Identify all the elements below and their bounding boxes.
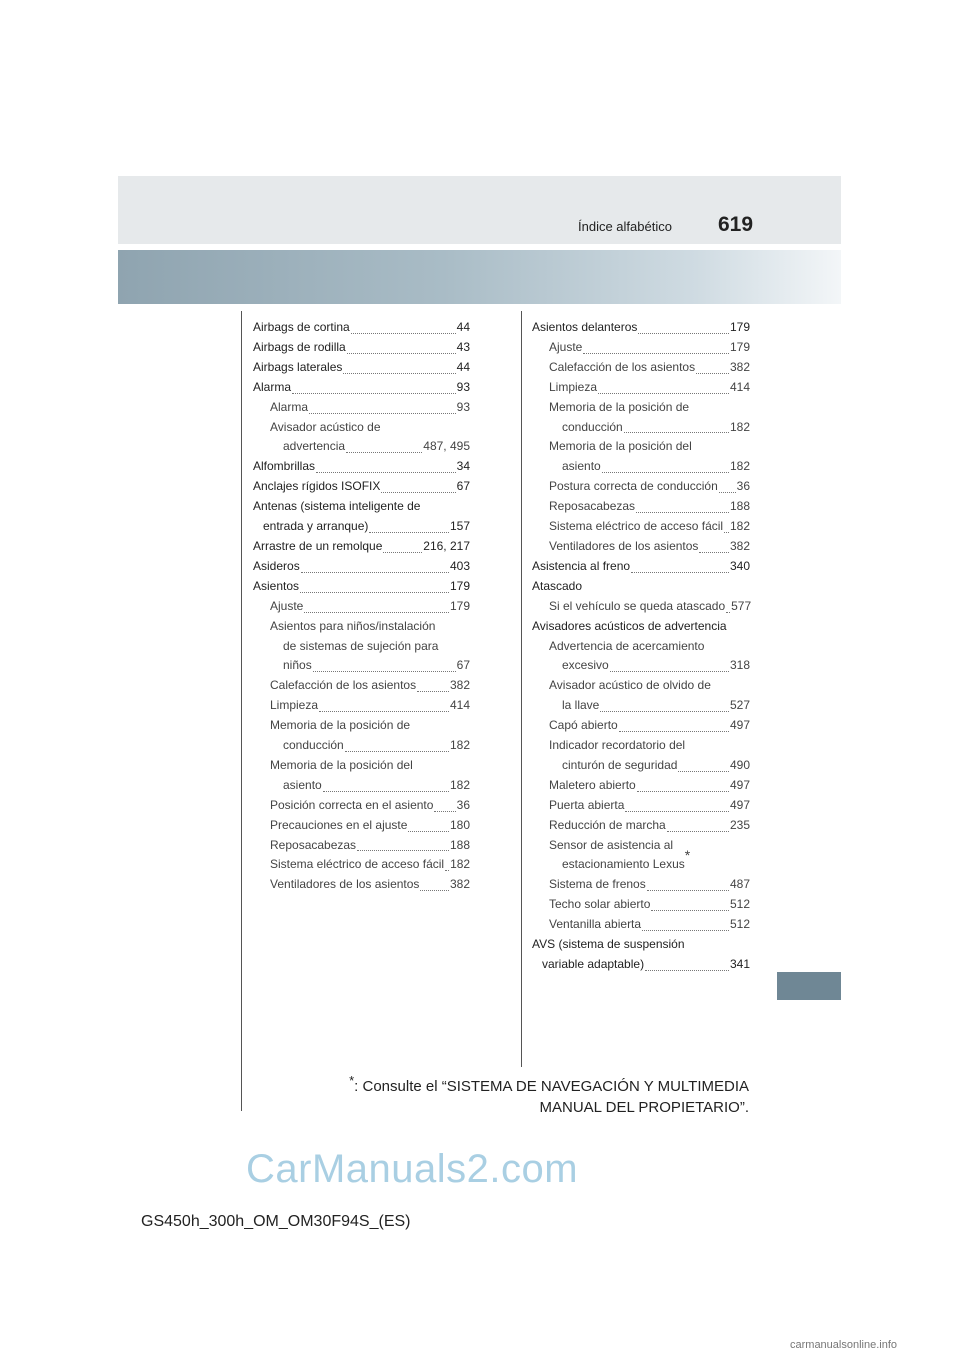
entry-text: niños bbox=[283, 658, 312, 673]
entry-page: 182 bbox=[729, 459, 750, 474]
entry-text: Memoria de la posición del bbox=[549, 439, 692, 454]
footnote bbox=[300, 1070, 749, 1118]
footnote-line-2: MANUAL DEL PROPIETARIO”. bbox=[539, 1099, 749, 1116]
site-credit: carmanualsonline.info bbox=[790, 1339, 898, 1351]
entry-page: 527 bbox=[729, 698, 750, 713]
entry-text: conducción bbox=[562, 419, 623, 434]
entry-page: 36 bbox=[456, 797, 470, 812]
footnote-star: * bbox=[684, 847, 691, 864]
leader-dots bbox=[600, 692, 729, 712]
leader-dots bbox=[624, 414, 729, 434]
entry-text: Asientos para niños/instalación bbox=[270, 618, 436, 633]
entry-text: Avisador acústico de bbox=[270, 419, 381, 434]
entry-text: Limpieza bbox=[549, 379, 598, 394]
leader-dots bbox=[408, 812, 449, 832]
leader-dots bbox=[667, 812, 729, 832]
entry-text: Sensor de asistencia al bbox=[549, 837, 674, 852]
index-column-right bbox=[532, 318, 750, 975]
entry-text: Reposacabezas bbox=[270, 837, 357, 852]
index-entry bbox=[253, 875, 470, 895]
index-column-left bbox=[253, 318, 470, 895]
entry-text: Arrastre de un remolque bbox=[253, 538, 383, 553]
entry-page: 487, 495 bbox=[423, 439, 470, 454]
index-entry bbox=[253, 517, 470, 537]
leader-dots bbox=[724, 513, 729, 533]
leader-dots bbox=[602, 453, 729, 473]
index-entry bbox=[532, 816, 750, 836]
leader-dots bbox=[625, 792, 729, 812]
entry-text: Alarma bbox=[270, 399, 309, 414]
entry-text: conducción bbox=[283, 738, 344, 753]
entry-text: Avisador acústico de olvido de bbox=[549, 678, 711, 693]
entry-text: Alfombrillas bbox=[253, 459, 316, 474]
entry-page: 179 bbox=[449, 598, 470, 613]
entry-page: 340 bbox=[729, 558, 750, 573]
page-number: 619 bbox=[718, 213, 754, 236]
leader-dots bbox=[357, 832, 449, 852]
entry-text: estacionamiento Lexus bbox=[562, 857, 685, 872]
footnote-line-1: : Consulte el “SISTEMA DE NAVEGACIÓN Y MULTIMEDIA bbox=[354, 1078, 749, 1095]
leader-dots bbox=[445, 851, 449, 871]
entry-page: 512 bbox=[729, 917, 750, 932]
entry-page: 235 bbox=[729, 817, 750, 832]
footnote-marker: * bbox=[349, 1073, 355, 1088]
entry-text: de sistemas de sujeción para bbox=[283, 638, 439, 653]
leader-dots bbox=[583, 334, 729, 354]
entry-page: 179 bbox=[729, 339, 750, 354]
entry-text: AVS (sistema de suspensión bbox=[532, 937, 685, 952]
entry-page: 93 bbox=[456, 379, 470, 394]
entry-page: 382 bbox=[449, 877, 470, 892]
leader-dots bbox=[434, 792, 455, 812]
leader-dots bbox=[651, 891, 729, 911]
entry-page: 182 bbox=[449, 738, 470, 753]
leader-dots bbox=[346, 433, 422, 453]
entry-page: 180 bbox=[449, 817, 470, 832]
entry-text: Sistema eléctrico de acceso fácil bbox=[270, 857, 445, 872]
leader-dots bbox=[313, 652, 456, 672]
entry-text: Airbags laterales bbox=[253, 359, 343, 374]
entry-text: Memoria de la posición de bbox=[549, 399, 690, 414]
entry-text: Ventanilla abierta bbox=[549, 917, 642, 932]
entry-page: 188 bbox=[449, 837, 470, 852]
entry-text: Antenas (sistema inteligente de bbox=[253, 499, 421, 514]
entry-page: 341 bbox=[729, 957, 750, 971]
index-entry bbox=[253, 477, 470, 497]
section-tab-marker bbox=[777, 972, 841, 1000]
entry-text: Techo solar abierto bbox=[549, 897, 651, 912]
entry-text: asiento bbox=[562, 459, 601, 474]
leader-dots bbox=[699, 533, 729, 553]
entry-page: 497 bbox=[729, 718, 750, 733]
leader-dots bbox=[381, 473, 455, 493]
entry-text: Avisadores acústicos de advertencia bbox=[532, 618, 727, 633]
leader-dots bbox=[645, 951, 729, 971]
leader-dots bbox=[636, 493, 729, 513]
entry-page: 382 bbox=[449, 678, 470, 693]
leader-dots bbox=[638, 314, 729, 334]
entry-page: 182 bbox=[729, 419, 750, 434]
entry-page: 414 bbox=[449, 698, 470, 713]
index-entry bbox=[253, 617, 470, 637]
leader-dots bbox=[678, 752, 729, 772]
left-column-rule bbox=[241, 311, 242, 1111]
leader-dots bbox=[304, 593, 449, 613]
entry-page: 512 bbox=[729, 897, 750, 912]
entry-page: 44 bbox=[456, 359, 470, 374]
index-entry bbox=[253, 836, 470, 856]
entry-text: Postura correcta de conducción bbox=[549, 479, 718, 494]
leader-dots bbox=[642, 911, 729, 931]
leader-dots bbox=[647, 871, 729, 891]
leader-dots bbox=[343, 354, 455, 374]
index-entry bbox=[532, 557, 750, 577]
entry-page: 179 bbox=[449, 578, 470, 593]
entry-text: Airbags de cortina bbox=[253, 320, 350, 334]
entry-page: 44 bbox=[456, 320, 470, 334]
leader-dots bbox=[292, 374, 456, 394]
entry-text: Limpieza bbox=[270, 698, 319, 713]
entry-page: 179 bbox=[729, 320, 750, 334]
index-entry bbox=[532, 836, 750, 856]
entry-text: Asistencia al freno bbox=[532, 558, 631, 573]
index-entry bbox=[253, 696, 470, 716]
entry-text: Reposacabezas bbox=[549, 499, 636, 514]
entry-text: Si el vehículo se queda atascado bbox=[549, 598, 726, 613]
entry-page: 67 bbox=[456, 658, 470, 673]
entry-text: Indicador recordatorio del bbox=[549, 738, 686, 753]
entry-text: Sistema eléctrico de acceso fácil bbox=[549, 519, 724, 534]
entry-page: 414 bbox=[729, 379, 750, 394]
entry-text: Asientos bbox=[253, 578, 300, 593]
index-entry bbox=[253, 736, 470, 756]
entry-text: Ajuste bbox=[270, 598, 304, 613]
leader-dots bbox=[323, 772, 449, 792]
leader-dots bbox=[598, 374, 729, 394]
leader-dots bbox=[300, 573, 449, 593]
section-title: Índice alfabético bbox=[578, 219, 672, 234]
entry-page: 382 bbox=[729, 538, 750, 553]
entry-page: 188 bbox=[729, 499, 750, 514]
leader-dots bbox=[631, 553, 729, 573]
document-code: GS450h_300h_OM_OM30F94S_(ES) bbox=[141, 1213, 411, 1230]
entry-text: Memoria de la posición de bbox=[270, 718, 411, 733]
leader-dots bbox=[696, 354, 729, 374]
entry-text: Puerta abierta bbox=[549, 797, 625, 812]
entry-page: 67 bbox=[456, 479, 470, 494]
entry-text: advertencia bbox=[283, 439, 346, 454]
index-entry bbox=[532, 656, 750, 676]
leader-dots bbox=[619, 712, 729, 732]
entry-text: Calefacción de los asientos bbox=[270, 678, 417, 693]
index-entry bbox=[532, 955, 750, 975]
entry-page: 157 bbox=[449, 519, 470, 534]
entry-page: 577 bbox=[731, 598, 752, 613]
entry-text: Ventiladores de los asientos bbox=[270, 877, 420, 892]
entry-page: 34 bbox=[456, 459, 470, 474]
entry-page: 490 bbox=[729, 757, 750, 772]
leader-dots bbox=[383, 533, 422, 553]
entry-page: 487 bbox=[729, 877, 750, 892]
leader-dots bbox=[369, 513, 449, 533]
leader-dots bbox=[420, 871, 449, 891]
middle-column-rule bbox=[521, 311, 522, 1067]
index-entry bbox=[532, 617, 750, 637]
entry-page: 382 bbox=[729, 359, 750, 374]
index-entry bbox=[532, 915, 750, 935]
entry-text: Airbags de rodilla bbox=[253, 339, 346, 354]
leader-dots bbox=[347, 334, 456, 354]
entry-page: 182 bbox=[450, 857, 471, 872]
entry-text: Sistema de frenos bbox=[549, 877, 646, 892]
index-entry bbox=[532, 497, 750, 517]
index-entry bbox=[532, 457, 750, 477]
entry-text: entrada y arranque) bbox=[263, 519, 369, 534]
leader-dots bbox=[726, 593, 730, 613]
leader-dots bbox=[351, 314, 456, 334]
entry-page: 216, 217 bbox=[423, 538, 470, 553]
leader-dots bbox=[309, 394, 456, 414]
index-entry bbox=[253, 597, 470, 617]
entry-text: Memoria de la posición del bbox=[270, 757, 413, 772]
entry-page: 497 bbox=[729, 777, 750, 792]
entry-page: 43 bbox=[456, 339, 470, 354]
entry-text: Posición correcta en el asiento bbox=[270, 797, 434, 812]
watermark: CarManuals2.com bbox=[246, 1147, 579, 1191]
leader-dots bbox=[610, 652, 729, 672]
entry-text: excesivo bbox=[562, 658, 609, 673]
leader-dots bbox=[301, 553, 449, 573]
index-entry bbox=[532, 378, 750, 398]
leader-dots bbox=[417, 672, 449, 692]
entry-text: Asientos delanteros bbox=[532, 320, 638, 334]
index-entry bbox=[532, 418, 750, 438]
leader-dots bbox=[637, 772, 729, 792]
entry-text: Asideros bbox=[253, 558, 300, 573]
entry-page: 36 bbox=[736, 479, 750, 494]
entry-text: Anclajes rígidos ISOFIX bbox=[253, 479, 381, 494]
entry-text: Advertencia de acercamiento bbox=[549, 638, 705, 653]
entry-text: la llave bbox=[562, 698, 600, 713]
entry-text: Atascado bbox=[532, 578, 583, 593]
decorative-gradient-bar bbox=[118, 250, 841, 304]
entry-text: Alarma bbox=[253, 379, 292, 394]
entry-text: Capó abierto bbox=[549, 718, 618, 733]
leader-dots bbox=[319, 692, 449, 712]
leader-dots bbox=[316, 453, 456, 473]
entry-text: variable adaptable) bbox=[542, 957, 645, 971]
leader-dots bbox=[719, 473, 736, 493]
index-entry bbox=[532, 716, 750, 736]
entry-text: Ajuste bbox=[549, 339, 583, 354]
leader-dots bbox=[345, 732, 449, 752]
entry-page: 497 bbox=[729, 797, 750, 812]
entry-page: 318 bbox=[729, 658, 750, 673]
entry-text: Reducción de marcha bbox=[549, 817, 666, 832]
entry-page: 182 bbox=[729, 519, 750, 534]
entry-text: asiento bbox=[283, 777, 322, 792]
entry-text: Ventiladores de los asientos bbox=[549, 538, 699, 553]
entry-text: cinturón de seguridad bbox=[562, 757, 678, 772]
entry-text: Maletero abierto bbox=[549, 777, 636, 792]
entry-page: 93 bbox=[456, 399, 470, 414]
entry-text: Precauciones en el ajuste bbox=[270, 817, 408, 832]
index-entry bbox=[253, 398, 470, 418]
index-entry bbox=[532, 597, 750, 617]
entry-page: 182 bbox=[449, 777, 470, 792]
entry-page: 403 bbox=[449, 558, 470, 573]
index-entry bbox=[532, 577, 750, 597]
entry-text: Calefacción de los asientos bbox=[549, 359, 696, 374]
